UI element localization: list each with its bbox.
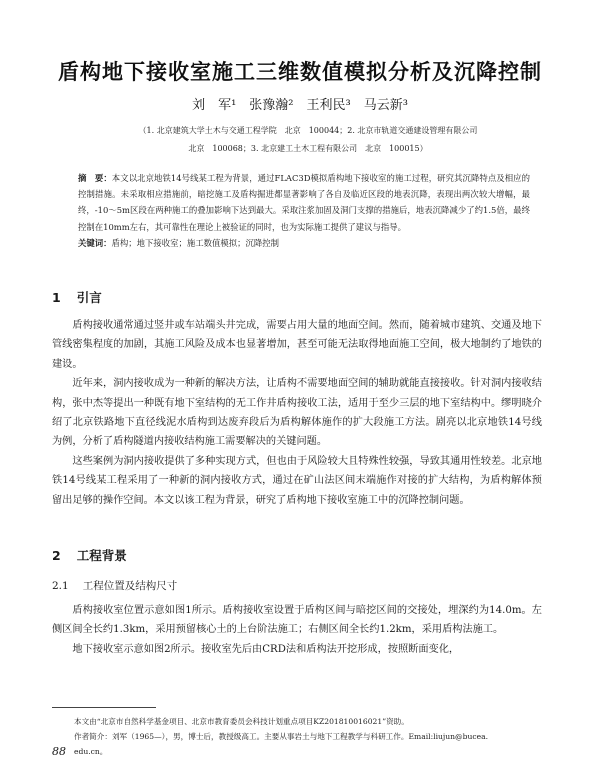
abstract-text: 本文以北京地铁14号线某工程为背景，通过FLAC3D模拟盾构地下接收室的施工过程，研究其沉降特点及相应的控制措施。未采取相应措施前，暗挖施工及盾构掘进都显著影响了各自及临近区段的地表沉降，表现出两次较大增幅，最终，-10～5m区段在两种施工的叠加影响下达到最大。采取注浆加固及洞门支撑的措施后，地表沉降减少了约1.5倍，最终控制在10mm左右，其可靠性在理论上被验证的同时，也为实际施工提供了建议与指导。 [78,173,531,232]
paragraph: 地下接收室示意如图2所示。接收室先后由CRD法和盾构法开挖形成，按照断面变化， [72,643,460,655]
paper-title: 盾构地下接收室施工三维数值模拟分析及沉降控制 [58,60,542,84]
section-number: 2 [52,548,61,563]
footnote-author-bio: 作者简介：刘军（1965—），男，博士后，教授级高工。主要从事岩土与地下工程教学与科研工作。Email:liujun@bucea. [74,732,489,741]
abstract [78,170,530,235]
abstract-label: 摘 要： [78,173,112,183]
subsection-number: 2.1 [52,580,69,592]
affiliation-line: （1. 北京建筑大学土木与交通工程学院 北京 100044；2. 北京市轨道交通建设管理有限公司 [138,126,478,135]
paragraph: 这些案例为洞内接收提供了多种实现方式，但也由于风险较大且特殊性较强，导致其通用性较差。北京地铁14号线某工程采用了一种新的洞内接收方式，通过在矿山法区间末端施作对接的扩大结构，为盾构解体预留出足够的操作空间。本文以该工程为背景，研究了盾构地下接收室施工中的沉降控制问题。 [52,455,542,506]
keywords [78,235,530,251]
section-number: 1 [52,290,61,305]
paragraph: 近年来，洞内接收成为一种新的解决方法，让盾构不需要地面空间的辅助就能直接接收。针对洞内接收结构，张中杰等提出一种既有地下室结构的无工作井盾构接收工法，适用于至少三层的地下室结构中。缪明晓介绍了北京铁路地下直径线泥水盾构到达废弃段后为盾构解体施作的扩大段施工方法。剧亮以北京地铁14号线为例，分析了盾构隧道内接收结构施工需要解决的关键问题。 [52,378,542,448]
footnote-divider [52,707,156,708]
page-number: 88 [52,745,66,758]
section-heading-1 [52,288,102,306]
section-2-1-body [52,601,542,659]
section-heading-2 [52,546,127,564]
keywords-text: 盾构；地下接收室；施工数值模拟；沉降控制 [111,237,279,248]
footnote-funding: 本文由“北京市自然科学基金项目、北京市教育委员会科技计划重点项目KZ201810016021”资助。 [74,717,409,726]
subsection-title: 工程位置及结构尺寸 [82,580,178,592]
paragraph: 盾构接收通常通过竖井或车站端头井完成，需要占用大量的地面空间。然而，随着城市建筑、交通及地下管线密集程度的加剧，其施工风险及成本也显著增加，甚至可能无法取得地面施工空间，极大地制约了地铁的建设。 [52,320,542,370]
affiliations [98,122,518,158]
footnotes [74,714,544,759]
subsection-heading-2-1 [52,578,177,593]
paragraph: 盾构接收室位置示意如图1所示。盾构接收室设置于盾构区间与暗挖区间的交接处，埋深约为14.0m。左侧区间全长约1.3km，采用预留核心土的上台阶法施工；右侧区间全长约1.2km，采用盾构法施工。 [52,605,542,636]
keywords-label: 关键词： [78,237,112,248]
abstract-block [78,170,530,251]
affiliation-line: 北京 100068；3. 北京建工土木工程有限公司 北京 100015） [188,144,428,153]
section-1-body [52,316,542,510]
section-title: 工程背景 [76,548,127,563]
footnote-author-bio-cont: edu.cn。 [74,747,108,756]
author-list: 刘 军¹ 张豫瀚² 王利民³ 马云新³ [192,98,408,113]
section-title: 引言 [76,290,102,305]
